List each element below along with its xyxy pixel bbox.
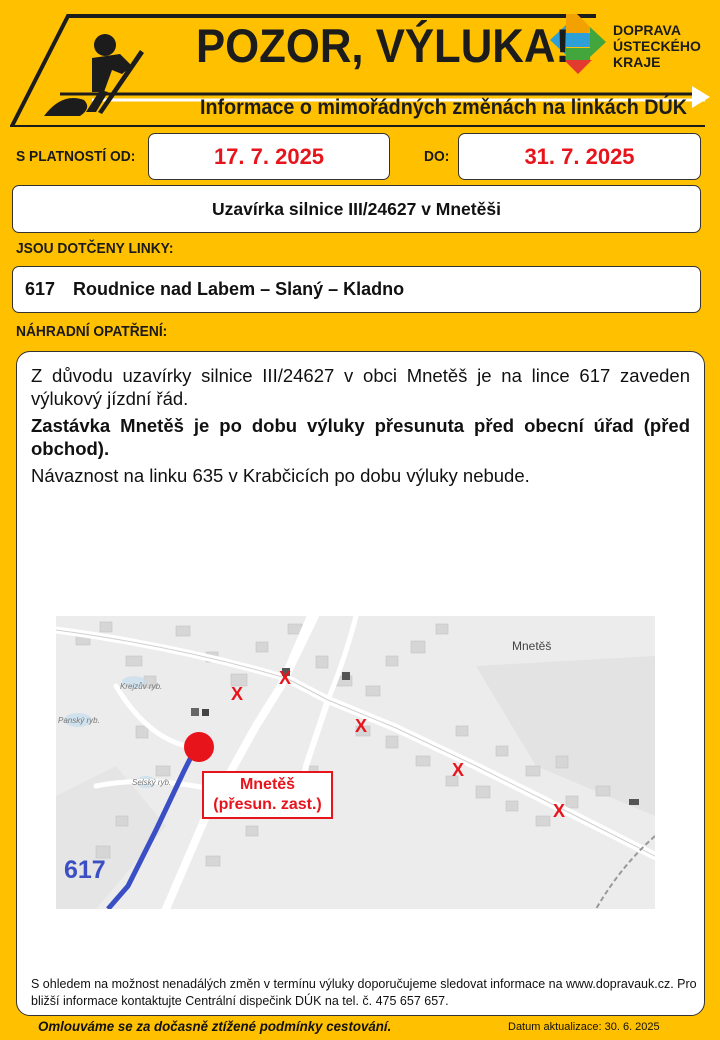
relocated-stop-label: Mnetěš (přesun. zast.) — [202, 771, 333, 819]
measures-label: NÁHRADNÍ OPATŘENÍ: — [16, 323, 168, 340]
measures-paragraph-2: Zastávka Mnetěš je po dobu výluky přesunuta před obecní úřad (před obchod). — [31, 415, 690, 459]
page-title: POZOR, VÝLUKA! — [196, 19, 570, 72]
map-village-label: Mnetěš — [512, 639, 552, 653]
closure-mark: X — [553, 801, 566, 821]
closure-mark: X — [231, 684, 244, 704]
affected-lines-label: JSOU DOTČENY LINKY: — [16, 240, 174, 257]
valid-from-date: 17. 7. 2025 — [148, 133, 390, 180]
closure-mark: X — [452, 760, 465, 780]
line-number: 617 — [25, 279, 56, 299]
map-pond-label-1: Krejzův ryb. — [120, 682, 163, 691]
valid-to-date: 31. 7. 2025 — [458, 133, 701, 180]
measures-paragraph-1: Z důvodu uzavírky silnice III/24627 v obci Mnetěš je na lince 617 zaveden výlukový jízdní řád. — [31, 365, 690, 409]
header — [0, 0, 720, 128]
apology-text: Omlouváme se za dočasně ztížené podmínky cestování. — [38, 1018, 392, 1034]
closure-mark: X — [355, 716, 368, 736]
map-image — [56, 616, 655, 909]
duk-logo-text: DOPRAVA ÚSTECKÉHO KRAJE — [613, 22, 701, 70]
relocated-stop-marker — [184, 732, 214, 762]
map-pond-label-2: Panský ryb. — [58, 716, 100, 725]
map-line-number: 617 — [64, 856, 106, 884]
line-route: Roudnice nad Labem – Slaný – Kladno — [73, 279, 405, 299]
page-subtitle: Informace o mimořádných změnách na linkách DÚK — [200, 96, 688, 119]
valid-from-label: S PLATNOSTÍ OD: — [16, 148, 136, 165]
affected-line-row — [12, 266, 701, 313]
measures-paragraph-3: Návaznost na linku 635 v Krabčicích po dobu výluky nebude. — [31, 465, 530, 486]
update-date: Datum aktualizace: 30. 6. 2025 — [508, 1021, 660, 1033]
closure-mark: X — [279, 668, 292, 688]
closure-title: Uzavírka silnice III/24627 v Mnetěši — [12, 185, 701, 233]
valid-to-label: DO: — [424, 148, 450, 165]
map-pond-label-3: Selský ryb. — [132, 778, 172, 787]
worker-icon — [44, 34, 144, 116]
info-note: S ohledem na možnost nenadálých změn v termínu výluky doporučujeme sledovat informace na www.dopravauk.cz. Pro bližší informace kontaktujte Centrální dispečink DÚK na tel. č. 475 657 657. — [31, 977, 697, 1008]
